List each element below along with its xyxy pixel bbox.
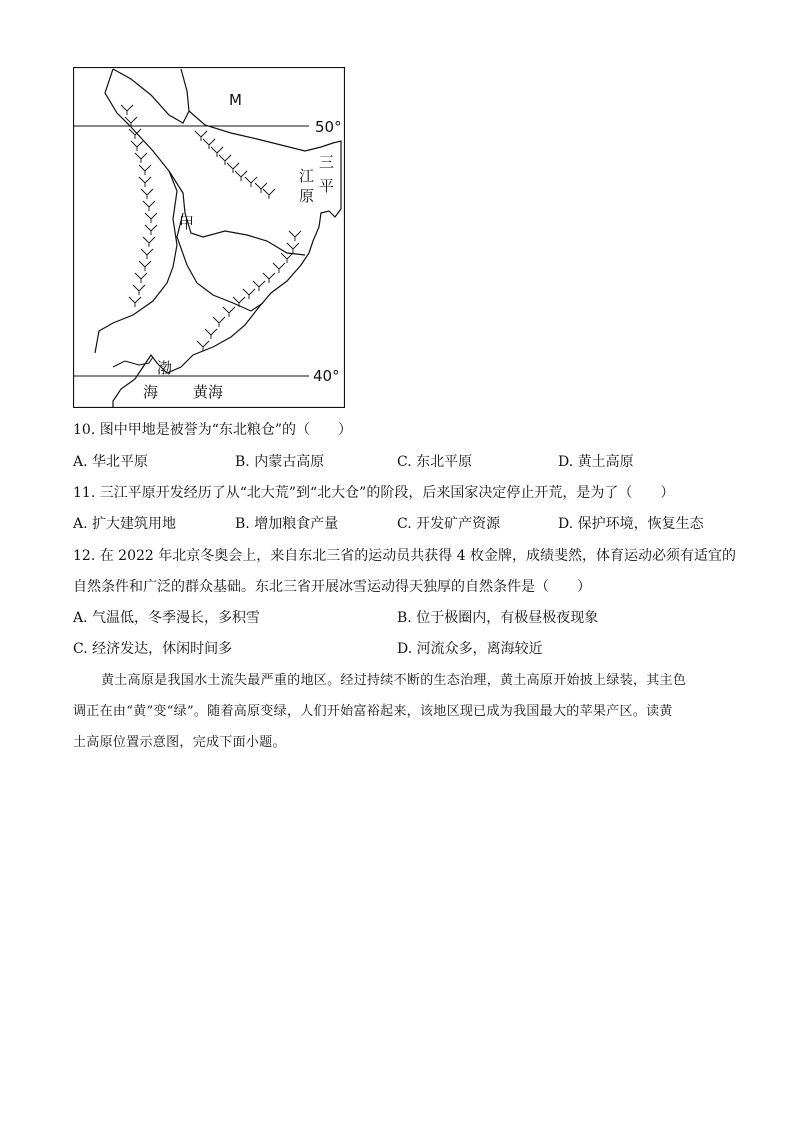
question-10-stem: 10. 图中甲地是被誉为“东北粮仓”的（ ）	[73, 422, 353, 438]
map-label-bohai-2: 海	[143, 383, 159, 401]
passage-line-3: 土高原位置示意图，完成下面小题。	[73, 735, 286, 750]
question-11-stem: 11. 三江平原开发经历了从“北大荒”到“北大仓”的阶段，后来国家决定停止开荒，是为了（ ）	[73, 485, 675, 501]
question-12-option-d[interactable]: D. 河流众多，离海较近	[397, 641, 543, 657]
map-label-lat-50: 50°	[315, 118, 342, 136]
northeast-map	[73, 67, 345, 408]
question-10-option-c[interactable]: C. 东北平原	[397, 454, 473, 470]
passage-line-2: 调正在由“黄”变“绿”。随着高原变绿，人们开始富裕起来，该地区现已成为我国最大的苹果产区。读黄	[73, 704, 673, 719]
question-12-option-b[interactable]: B. 位于极圈内，有极昼极夜现象	[397, 610, 599, 626]
question-10-option-b[interactable]: B. 内蒙古高原	[235, 454, 325, 470]
map-label-huanghai: 黄海	[193, 383, 224, 401]
question-10-option-a[interactable]: A. 华北平原	[73, 454, 149, 470]
question-11-option-c[interactable]: C. 开发矿产资源	[397, 516, 501, 532]
question-11-option-d[interactable]: D. 保护环境，恢复生态	[558, 516, 704, 532]
map-label-bohai-1: 渤	[157, 359, 173, 377]
question-12-option-c[interactable]: C. 经济发达，休闲时间多	[73, 641, 233, 657]
passage-line-1: 黄土高原是我国水土流失最严重的地区。经过持续不断的生态治理，黄土高原开始披上绿装，其主色	[101, 673, 687, 688]
map-label-m: M	[229, 91, 242, 109]
question-12-option-a[interactable]: A. 气温低，冬季漫长，多积雪	[73, 610, 261, 626]
question-11-option-a[interactable]: A. 扩大建筑用地	[73, 516, 177, 532]
question-10-option-d[interactable]: D. 黄土高原	[558, 454, 634, 470]
question-12-stem-line-2: 自然条件和广泛的群众基础。东北三省开展冰雪运动得天独厚的自然条件是（ ）	[73, 579, 591, 595]
map-label-lat-40: 40°	[313, 367, 340, 385]
map-label-sanjiang-1: 三	[319, 153, 335, 171]
map-label-sanjiang-3: 平	[319, 177, 335, 195]
question-11-option-b[interactable]: B. 增加粮食产量	[235, 516, 339, 532]
map-label-sanjiang-4: 原	[299, 187, 315, 205]
map-label-sanjiang-2: 江	[299, 167, 315, 185]
map-label-jia: 甲	[179, 214, 195, 232]
question-12-stem-line-1: 12. 在 2022 年北京冬奥会上，来自东北三省的运动员共获得 4 枚金牌，成绩斐然，体育运动必须有适宜的	[73, 548, 737, 564]
